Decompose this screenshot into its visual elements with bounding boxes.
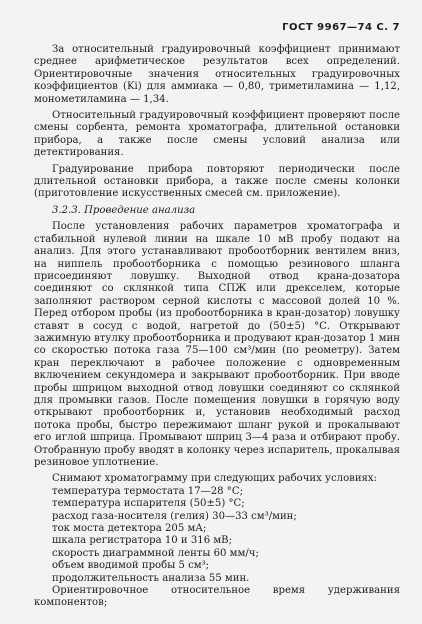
page-header: ГОСТ 9967—74 С. 7 <box>282 22 400 33</box>
document-body <box>34 44 400 614</box>
condition-item: расход газа-носителя (гелия) 30—33 см³/мин; <box>52 510 297 522</box>
conditions-intro: Снимают хроматограмму при следующих рабочих условиях: <box>52 473 378 485</box>
condition-item: продолжительность анализа 55 мин. <box>52 572 250 584</box>
condition-item: температура испарителя (50±5) °С; <box>52 498 245 510</box>
condition-item: скорость диаграммной ленты 60 мм/ч; <box>52 547 259 559</box>
paragraph-calibration-check: Относительный градуировочный коэффициент проверяют после смены сорбента, ремонта хроматографа, длительной остановки прибора, а также после смены условий анализа или детектирования. <box>34 110 400 159</box>
paragraph-calibration-mean: За относительный градуировочный коэффициент принимают среднее арифметическое результатов всех определений. Ориентировочные значения относительных градуировочных коэффициентов (Ki) для аммиака — 0,80, триметиламина — 1,12, монометиламина — 1,34. <box>34 44 400 105</box>
condition-item: шкала регистратора 10 и 316 мВ; <box>52 535 232 547</box>
section-title: 3.2.3. Проведение анализа <box>52 204 196 216</box>
condition-item: температура термостата 17—28 °С; <box>52 485 243 497</box>
paragraph-analysis-procedure: После установления рабочих параметров хроматографа и стабильной нулевой линии на шкале 10 мВ пробу подают на анализ. Для этого устанавливают пробоотборник вентилем вниз, на ниппель пробоотборника с помощью резинового шланга присоединяют ловушку. Выходной отвод крана-дозатора соединяют со склянкой типа СПЖ или дрекселем, которые заполняют раствором серной кислоты с массовой долей 10 %. Перед отбором пробы (из пробоотборника в кран-дозатор) ловушку ставят в сосуд с водой, нагретой до (50±5) °С. Открывают зажимную втулку пробоотборника и продувают кран-дозатор 1 мин со скоростью потока газа 75—100 см³/мин (по реометру). Затем кран переключают в рабочее положение с одновременным включением секундомера и закрывают пробоотборник. При вводе пробы шприцом выходной отвод ловушки соединяют со склянкой для промывки газов. После помещения ловушки в горячую воду открывают пробоотборник и, установив необходимый расход потока пробы, быстро пережимают шланг рукой и прокалывают его иглой шприца. Промывают шприц 3—4 раза и отбирают пробу. Отобранную пробу вводят в колонку через испаритель, прокалывая резиновое уплотнение. <box>34 221 400 468</box>
paragraph-calibration-repeat: Градуирование прибора повторяют периодически после длительной остановки прибора, а также после смены колонки (приготовление искусственных смесей см. приложение). <box>34 163 400 200</box>
condition-item: объем вводимой пробы 5 см³; <box>52 560 210 572</box>
condition-item: ток моста детектора 205 мА; <box>52 523 207 535</box>
paragraph-retention-time: Ориентировочное относительное время удерживания компонентов; <box>34 585 400 609</box>
